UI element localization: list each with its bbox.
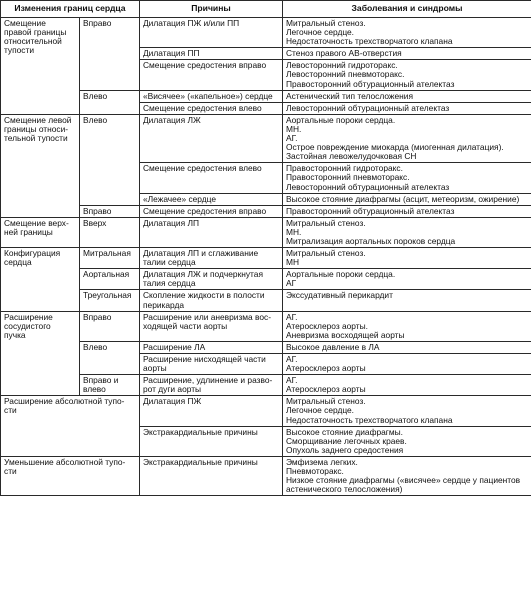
cause-cell: Дилатация ЛП <box>140 217 283 247</box>
cause-cell: Дилатация ЛЖ <box>140 114 283 162</box>
diseases-cell: Высокое стояние диафрагмы. Сморщивание легочных краев. Опухоль заднего средостения <box>283 426 531 456</box>
table-row <box>1 290 531 311</box>
cause-cell: Смещение средостения влево <box>140 163 283 193</box>
table-row <box>1 311 531 341</box>
table-row <box>1 90 531 102</box>
cause-cell: Экстракардиальные причины <box>140 456 283 495</box>
direction-cell: Влево <box>80 90 140 114</box>
diseases-cell: Левосторонний гидроторакс. Левосторонний пневмоторакс. Правосторонний обтурационный ателектаз <box>283 60 531 90</box>
direction-cell: Влево <box>80 114 140 205</box>
table-row <box>1 248 531 269</box>
diseases-cell: Митральный стеноз. МН. Митрализация аортальных пороков сердца <box>283 217 531 247</box>
diseases-cell: Стеноз правого АВ-отверстия <box>283 48 531 60</box>
cause-cell: Дилатация ПП <box>140 48 283 60</box>
direction-cell: Митральная <box>80 248 140 269</box>
diseases-cell: Правосторонний гидроторакс. Правосторонний пневмоторакс. Левосторонний обтурационный ателектаз <box>283 163 531 193</box>
diseases-cell: Аортальные пороки сердца. МН. АГ. Острое повреждение миокарда (миогенная дилатация). Застойная левожелудочковая СН <box>283 114 531 162</box>
diseases-cell: Высокое давление в ЛА <box>283 341 531 353</box>
cause-cell: Дилатация ПЖ <box>140 396 283 426</box>
diseases-cell: Астенический тип телосложения <box>283 90 531 102</box>
header-causes: Причины <box>140 1 283 18</box>
cause-cell: Экстракардиальные причины <box>140 426 283 456</box>
table-row <box>1 205 531 217</box>
table-row <box>1 269 531 290</box>
cause-cell: «Лежачее» сердце <box>140 193 283 205</box>
change-cell: Конфигурация сердца <box>1 248 80 312</box>
header-changes: Изменения границ сердца <box>1 1 140 18</box>
cause-cell: Дилатация ПЖ и/или ПП <box>140 18 283 48</box>
header-row <box>1 1 531 18</box>
cause-cell: Скопление жидкости в полости перикарда <box>140 290 283 311</box>
table-row <box>1 217 531 247</box>
cause-cell: Смещение средостения вправо <box>140 205 283 217</box>
diseases-cell: Аортальные пороки сердца. АГ <box>283 269 531 290</box>
table-row <box>1 456 531 495</box>
table-row <box>1 375 531 396</box>
change-cell: Смещение верх- ней границы <box>1 217 80 247</box>
cause-cell: Смещение средостения вправо <box>140 60 283 90</box>
diseases-cell: АГ. Атеросклероз аорты. Аневризма восходящей аорты <box>283 311 531 341</box>
direction-cell: Влево <box>80 341 140 374</box>
direction-cell: Вправо <box>80 311 140 341</box>
cause-cell: Расширение нисходящей части аорты <box>140 354 283 375</box>
diseases-cell: Митральный стеноз. МН <box>283 248 531 269</box>
direction-cell: Вправо и влево <box>80 375 140 396</box>
diseases-cell: АГ. Атеросклероз аорты <box>283 354 531 375</box>
cause-cell: Расширение или аневризма вос- ходящей части аорты <box>140 311 283 341</box>
change-cell: Расширение сосудистого пучка <box>1 311 80 396</box>
cause-cell: Дилатация ЛП и сглаживание талии сердца <box>140 248 283 269</box>
diseases-cell: Митральный стеноз. Легочное сердце. Недостаточность трехстворчатого клапана <box>283 396 531 426</box>
table-row <box>1 114 531 162</box>
diseases-cell: Эмфизема легких. Пневмоторакс. Низкое стояние диафрагмы («висячее» сердце у пациентов астенического телосложения) <box>283 456 531 495</box>
diseases-cell: Экссудативный перикардит <box>283 290 531 311</box>
change-cell: Смещение правой границы относительной тупости <box>1 18 80 115</box>
direction-cell: Вверх <box>80 217 140 247</box>
cause-cell: Расширение, удлинение и разво- рот дуги аорты <box>140 375 283 396</box>
cause-cell: Дилатация ЛЖ и подчеркнутая талия сердца <box>140 269 283 290</box>
table-row <box>1 18 531 48</box>
diseases-cell: АГ. Атеросклероз аорты <box>283 375 531 396</box>
direction-cell: Аортальная <box>80 269 140 290</box>
cause-cell: Смещение средостения влево <box>140 102 283 114</box>
diseases-cell: Высокое стояние диафрагмы (асцит, метеоризм, ожирение) <box>283 193 531 205</box>
diseases-cell: Митральный стеноз. Легочное сердце. Недостаточность трехстворчатого клапана <box>283 18 531 48</box>
change-cell: Расширение абсолютной тупо- сти <box>1 396 140 457</box>
change-cell: Уменьшение абсолютной тупо- сти <box>1 456 140 495</box>
direction-cell: Вправо <box>80 18 140 91</box>
diseases-cell: Правосторонний обтурационный ателектаз <box>283 205 531 217</box>
cause-cell: Расширение ЛА <box>140 341 283 353</box>
change-cell: Смещение левой границы относи- тельной тупости <box>1 114 80 217</box>
table-row <box>1 396 531 426</box>
diseases-cell: Левосторонний обтурационный ателектаз <box>283 102 531 114</box>
direction-cell: Треугольная <box>80 290 140 311</box>
cause-cell: «Висячее» («капельное») сердце <box>140 90 283 102</box>
direction-cell: Вправо <box>80 205 140 217</box>
header-diseases: Заболевания и синдромы <box>283 1 531 18</box>
table-row <box>1 341 531 353</box>
table-body <box>1 18 531 496</box>
